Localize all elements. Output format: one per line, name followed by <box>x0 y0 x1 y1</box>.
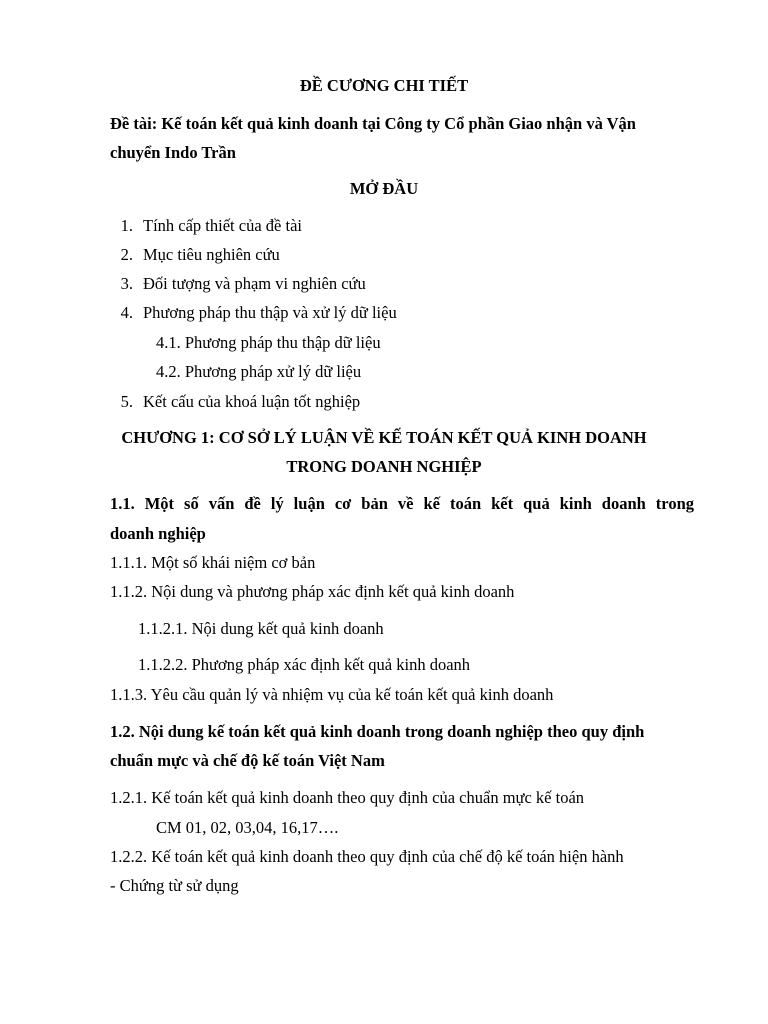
intro-item-1 <box>110 216 302 236</box>
section-1-1-2-2: 1.1.2.2. Phương pháp xác định kết quả kinh doanh <box>138 655 471 674</box>
intro-item-text: Đối tượng và phạm vi nghiên cứu <box>143 274 366 293</box>
intro-item-number: 4. <box>120 303 133 322</box>
intro-item-text: Mục tiêu nghiên cứu <box>143 245 280 264</box>
intro-item-4 <box>110 303 397 323</box>
bullet-chung-tu-su-dung: - Chứng từ sử dụng <box>110 876 239 895</box>
intro-item-text: Kết cấu của khoá luận tốt nghiệp <box>143 392 361 411</box>
intro-item-text: Phương pháp thu thập và xử lý dữ liệu <box>143 303 397 322</box>
section-1-1-2-1: 1.1.2.1. Nội dung kết quả kinh doanh <box>138 619 384 638</box>
section-1-1-2: 1.1.2. Nội dung và phương pháp xác định kết quả kinh doanh <box>110 582 515 601</box>
section-1-1-3: 1.1.3. Yêu cầu quản lý và nhiệm vụ của kế toán kết quả kinh doanh <box>110 685 554 704</box>
intro-item-3 <box>110 274 366 294</box>
section-1-2-line-1: 1.2. Nội dung kế toán kết quả kinh doanh trong doanh nghiệp theo quy định <box>110 722 645 741</box>
intro-subitem-4-1: 4.1. Phương pháp thu thập dữ liệu <box>156 333 381 352</box>
intro-heading: MỞ ĐẦU <box>349 179 419 198</box>
document-heading: ĐỀ CƯƠNG CHI TIẾT <box>299 76 469 95</box>
section-1-2-2: 1.2.2. Kế toán kết quả kinh doanh theo quy định của chế độ kế toán hiện hành <box>110 847 624 866</box>
intro-item-text: Tính cấp thiết của đề tài <box>143 216 302 235</box>
section-1-1-1: 1.1.1. Một số khái niệm cơ bản <box>110 553 316 572</box>
chapter-1-heading-line-1: CHƯƠNG 1: CƠ SỞ LÝ LUẬN VỀ KẾ TOÁN KẾT QUẢ KINH DOANH <box>121 428 647 447</box>
intro-item-5 <box>110 392 360 412</box>
intro-item-2 <box>110 245 280 265</box>
chapter-1-heading-line-2: TRONG DOANH NGHIỆP <box>286 457 482 476</box>
intro-item-number: 1. <box>120 216 133 235</box>
section-1-2-1-continuation: CM 01, 02, 03,04, 16,17…. <box>156 818 339 837</box>
intro-subitem-4-2: 4.2. Phương pháp xử lý dữ liệu <box>156 362 362 381</box>
topic-line-2: chuyển Indo Trần <box>110 143 236 162</box>
section-1-2-1: 1.2.1. Kế toán kết quả kinh doanh theo quy định của chuẩn mực kế toán <box>110 788 585 807</box>
section-1-1-line-2: doanh nghiệp <box>110 524 206 543</box>
section-1-2-line-2: chuẩn mực và chế độ kế toán Việt Nam <box>110 751 385 770</box>
section-1-1-line-1: 1.1. Một số vấn đề lý luận cơ bản về kế toán kết quả kinh doanh trong <box>110 494 694 513</box>
intro-item-number: 3. <box>120 274 133 293</box>
intro-item-number: 2. <box>120 245 133 264</box>
topic-line-1: Đề tài: Kế toán kết quả kinh doanh tại Công ty Cổ phần Giao nhận và Vận <box>110 114 636 133</box>
intro-item-number: 5. <box>120 392 133 411</box>
